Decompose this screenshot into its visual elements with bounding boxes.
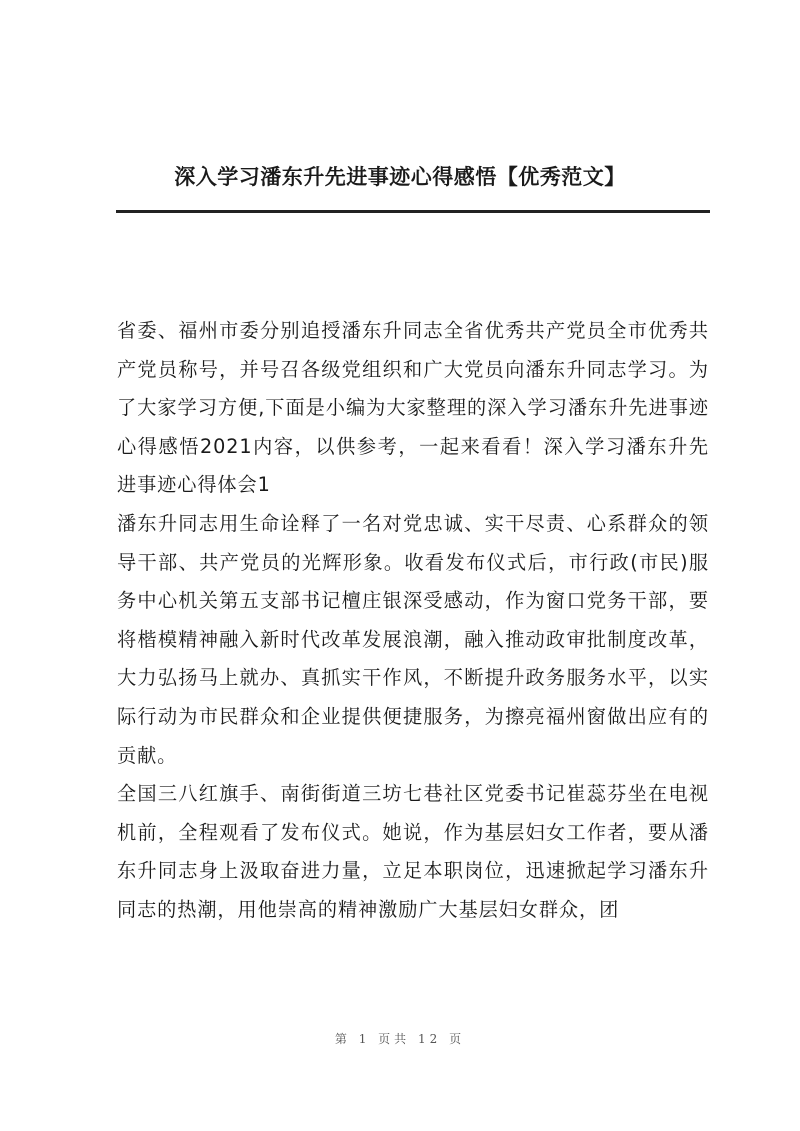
document-body [117,312,709,930]
page-number-footer: 第 1 页共 12 页 [334,1032,466,1046]
body-paragraph-3: 全国三八红旗手、南街街道三坊七巷社区党委书记崔蕊芬坐在电视机前，全程观看了发布仪式。她说，作为基层妇女工作者，要从潘东升同志身上汲取奋进力量，立足本职岗位，迅速掀起学习潘东升同志的热潮，用他崇高的精神激励广大基层妇女群众，团 [117,782,709,921]
body-paragraph-1: 省委、福州市委分别追授潘东升同志全省优秀共产党员全市优秀共产党员称号，并号召各级党组织和广大党员向潘东升同志学习。为了大家学习方便,下面是小编为大家整理的深入学习潘东升先进事迹心得感悟2021内容，以供参考，一起来看看！深入学习潘东升先进事迹心得体会1 [117,319,709,497]
title-underline [116,210,710,213]
body-paragraph-2: 潘东升同志用生命诠释了一名对党忠诚、实干尽责、心系群众的领导干部、共产党员的光辉形象。收看发布仪式后，市行政(市民)服务中心机关第五支部书记檀庄银深受感动，作为窗口党务干部，要将楷模精神融入新时代改革发展浪潮，融入推动政审批制度改革，大力弘扬马上就办、真抓实干作风，不断提升政务服务水平，以实际行动为市民群众和企业提供便捷服务，为擦亮福州窗做出应有的贡献。 [117,511,709,767]
document-title: 深入学习潘东升先进事迹心得感悟【优秀范文】 [174,164,626,189]
